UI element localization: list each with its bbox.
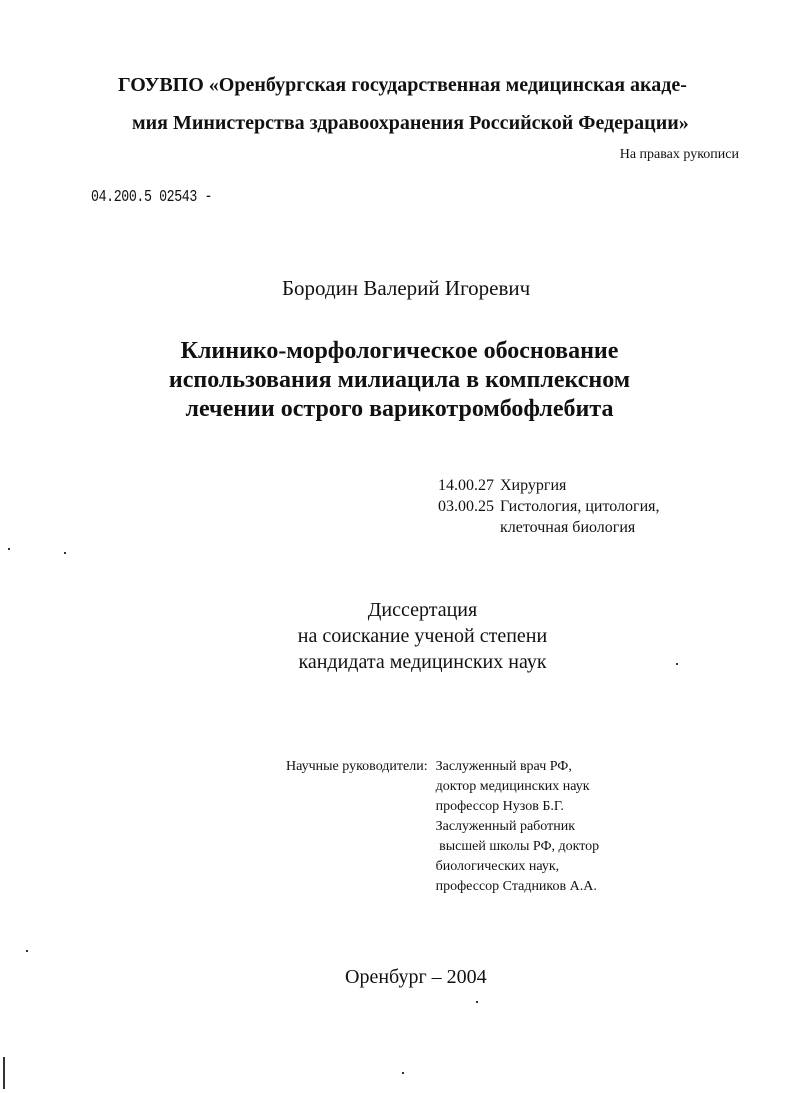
specialty-row [438, 496, 660, 517]
institution-line-1: ГОУВПО «Оренбургская государственная медицинская акаде- [118, 74, 687, 96]
specialties-block [438, 475, 660, 538]
supervisor-line: Заслуженный врач РФ, [435, 759, 572, 774]
title-line: лечении острого варикотромбофлебита [185, 396, 614, 422]
specialty-code: 03.00.25 [438, 498, 494, 515]
degree-line: кандидата медицинских наук [298, 651, 547, 673]
supervisor-line: доктор медицинских наук [435, 779, 590, 794]
supervisors-label: Научные руководители: [286, 759, 428, 774]
scan-speck [26, 950, 28, 952]
registry-code: 04.200.5 02543 - [91, 188, 213, 207]
specialty-row [438, 475, 660, 496]
scan-edge-mark [3, 1057, 5, 1089]
scan-speck [476, 1001, 478, 1003]
specialty-code [438, 517, 500, 538]
specialty-name: Гистология, цитология, [500, 498, 660, 515]
specialty-name: Хирургия [500, 477, 567, 494]
specialty-name: клеточная биология [500, 519, 636, 536]
institution-line-2: мия Министерства здравоохранения Российской Федерации» [132, 112, 689, 134]
city-year: Оренбург – 2004 [345, 966, 487, 988]
title-line: Клинико-морфологическое обоснование [180, 338, 619, 364]
scan-speck [8, 548, 10, 550]
specialty-row [438, 517, 660, 538]
supervisors-list [436, 757, 600, 897]
supervisors-block [286, 757, 599, 897]
degree-line: Диссертация [367, 599, 478, 621]
dissertation-title [0, 337, 799, 424]
supervisor-line: высшей школы РФ, доктор [435, 839, 600, 854]
supervisor-line: профессор Стадников А.А. [435, 879, 597, 894]
rights-note: На правах рукописи [619, 147, 739, 162]
author-name: Бородин Валерий Игоревич [282, 276, 531, 300]
supervisor-line: профессор Нузов Б.Г. [435, 799, 564, 814]
scan-speck [64, 552, 66, 554]
degree-statement [0, 597, 799, 675]
supervisor-line: Заслуженный работник [435, 819, 575, 834]
supervisor-line: биологических наук, [435, 859, 560, 874]
degree-line: на соискание ученой степени [297, 625, 548, 647]
specialty-code: 14.00.27 [438, 477, 494, 494]
scan-speck [676, 663, 678, 665]
title-line: использования милиацила в комплексном [168, 367, 631, 393]
scan-speck [402, 1072, 404, 1074]
